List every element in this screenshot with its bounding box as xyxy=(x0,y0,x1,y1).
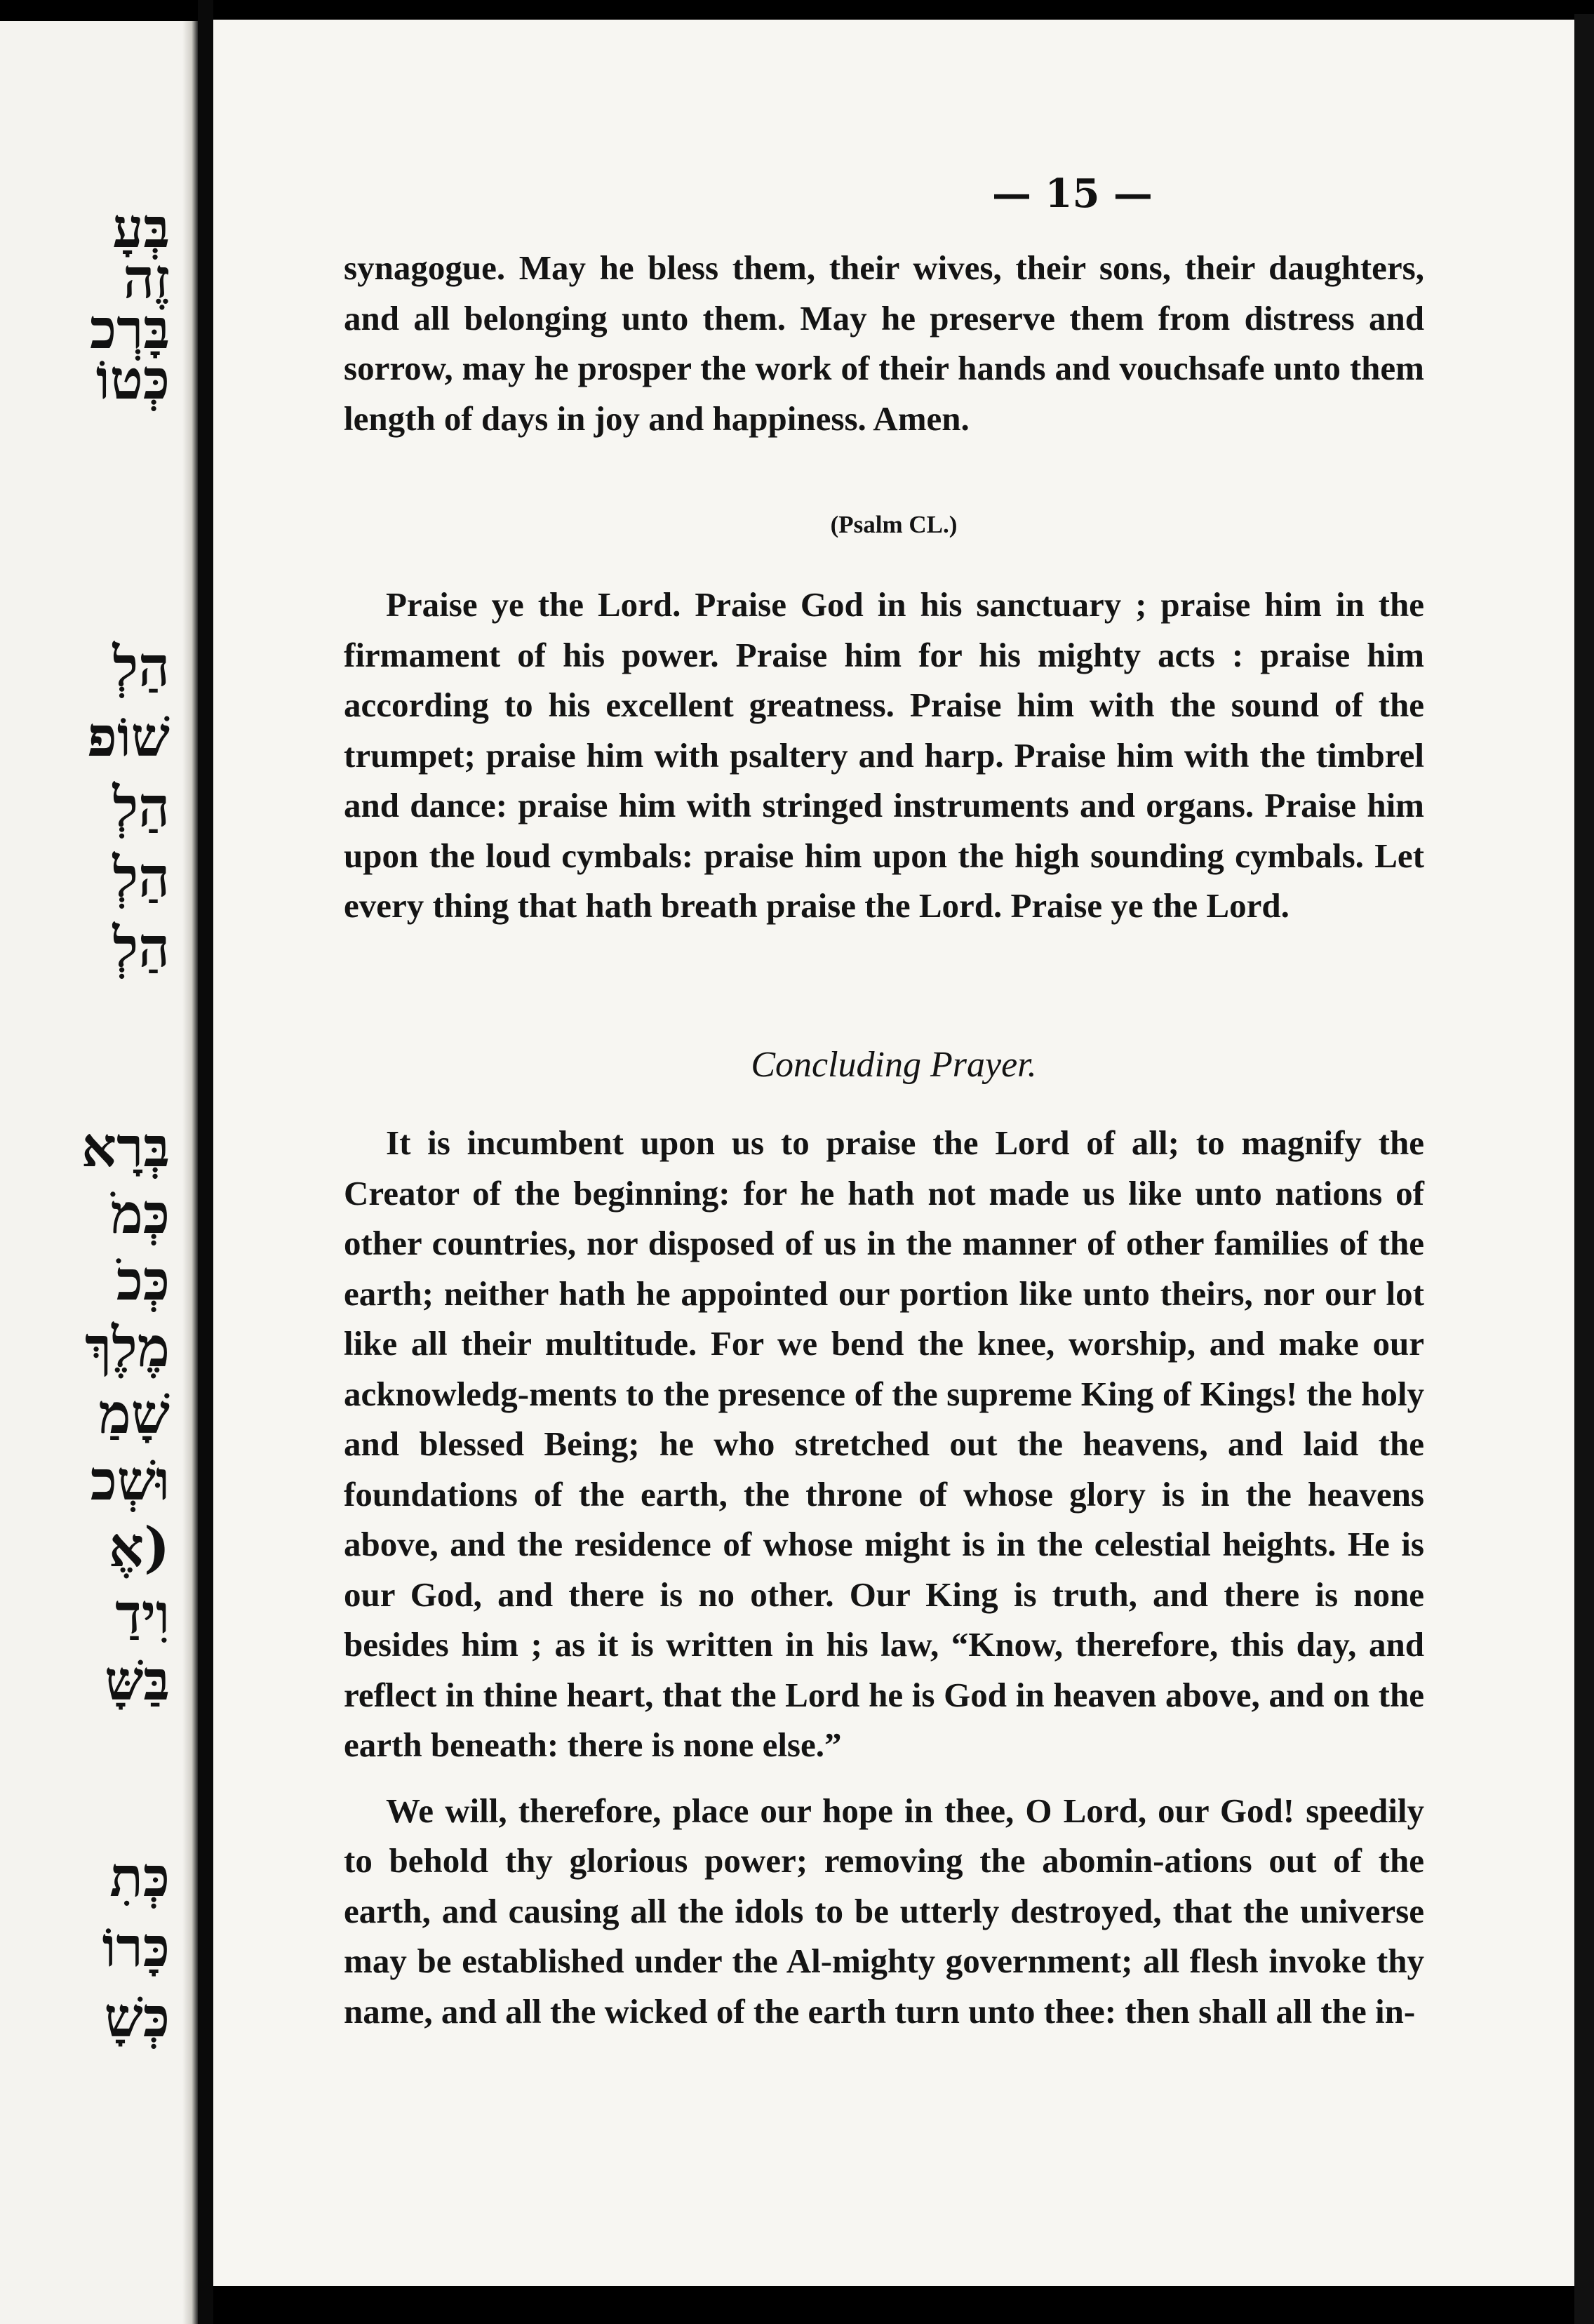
left-page xyxy=(0,21,198,2324)
hebrew-fragment: בְּרָא xyxy=(81,1116,170,1180)
hebrew-fragment: כָּרוֹ xyxy=(102,1916,170,1979)
hebrew-fragment: הַלְ xyxy=(112,846,170,909)
paragraph-synagogue-blessing: synagogue. May he bless them, their wives, their sons, their daughters, and all belonging unto them. May he preserve them from distress and sorrow, may he prosper the work of their hands and vouchsafe unto them length of days in joy and happiness. Amen. xyxy=(344,248,1424,438)
hebrew-fragment: כְּטוֹ xyxy=(95,348,170,412)
page-number: — 15 — xyxy=(992,171,1153,217)
page-edge xyxy=(1574,14,1594,2324)
hebrew-fragment: כְּתִ xyxy=(109,1845,170,1909)
hebrew-fragment: שׁוֹפ xyxy=(87,705,170,769)
book-spine xyxy=(198,0,213,2324)
hebrew-fragment: כְּשָׁ xyxy=(104,1986,170,2050)
hebrew-fragment: (אֶ xyxy=(109,1516,170,1580)
concluding-prayer-heading: Concluding Prayer. xyxy=(751,1045,1037,1085)
hebrew-fragment: כְּמֹ xyxy=(110,1182,170,1246)
paragraph-concluding-2: We will, therefore, place our hope in thee, O Lord, our God! speedily to behold thy glorious power; removing the abomin-ations out of the earth, and causing all the idols to be utterly destroyed, that the universe may be established under the Al-mighty government; all flesh invoke thy name, and all the wicked of the earth turn unto thee: then shall all the in- xyxy=(344,1791,1424,2031)
hebrew-fragment: בַּשָּׁ xyxy=(105,1649,170,1713)
text-block-concluding xyxy=(344,1118,1424,2036)
right-page xyxy=(213,20,1574,2286)
hebrew-fragment: הַלְ xyxy=(112,916,170,980)
hebrew-fragment: כְּכֹ xyxy=(116,1249,170,1313)
psalm-heading: (Psalm CL.) xyxy=(830,511,958,538)
hebrew-fragment: מֶלֶךְ xyxy=(84,1316,170,1380)
paragraph-concluding-1: It is incumbent upon us to praise the Lord of all; to magnify the Creator of the beginning: for he hath not made us like unto nations of other countries, nor disposed of us in the manner of other families of the earth; neither hath he appointed our portion like unto theirs, nor our lot like all their multitude. For we bend the knee, worship, and make our acknowledg-ments to the presence of the supreme King of Kings! the holy and blessed Being; he who stretched out the heavens, and laid the foundations of the earth, the throne of whose glory is in the heavens above, and the residence of whose might is in the celestial heights. He is our God, and there is no other. Our King is truth, and there is none besides him ; as it is written in his law, “Know, therefore, this day, and reflect in thine heart, that the Lord he is God in heaven above, and on the earth beneath: there is none else.” xyxy=(344,1123,1424,1764)
paragraph-psalm-150: Praise ye the Lord. Praise God in his sanctuary ; praise him in the firmament of his power. Praise him for his mighty acts : praise him according to his excellent greatness. Praise him with the sound of the trumpet; praise him with psaltery and harp. Praise him with the timbrel and dance: praise him with stringed instruments and organs. Praise him upon the loud cymbals: praise him upon the high sounding cymbals. Let every thing that hath breath praise the Lord. Praise ye the Lord. xyxy=(344,585,1424,925)
text-block-psalm xyxy=(344,580,1424,931)
hebrew-fragment: וִידַ xyxy=(115,1582,170,1646)
hebrew-fragment: הַלְ xyxy=(112,635,170,699)
hebrew-fragment: שָׁמַ xyxy=(98,1382,170,1446)
hebrew-fragment: הַלְ xyxy=(112,775,170,839)
hebrew-fragment: וּשְׁכ xyxy=(90,1449,170,1513)
hebrew-fragment: זֶה xyxy=(123,247,170,311)
text-block-opening xyxy=(344,243,1424,443)
hebrew-fragment: בְּעָ xyxy=(112,196,170,260)
hebrew-fragment: בָּרְכ xyxy=(89,298,170,361)
page-gutter xyxy=(182,21,198,2324)
